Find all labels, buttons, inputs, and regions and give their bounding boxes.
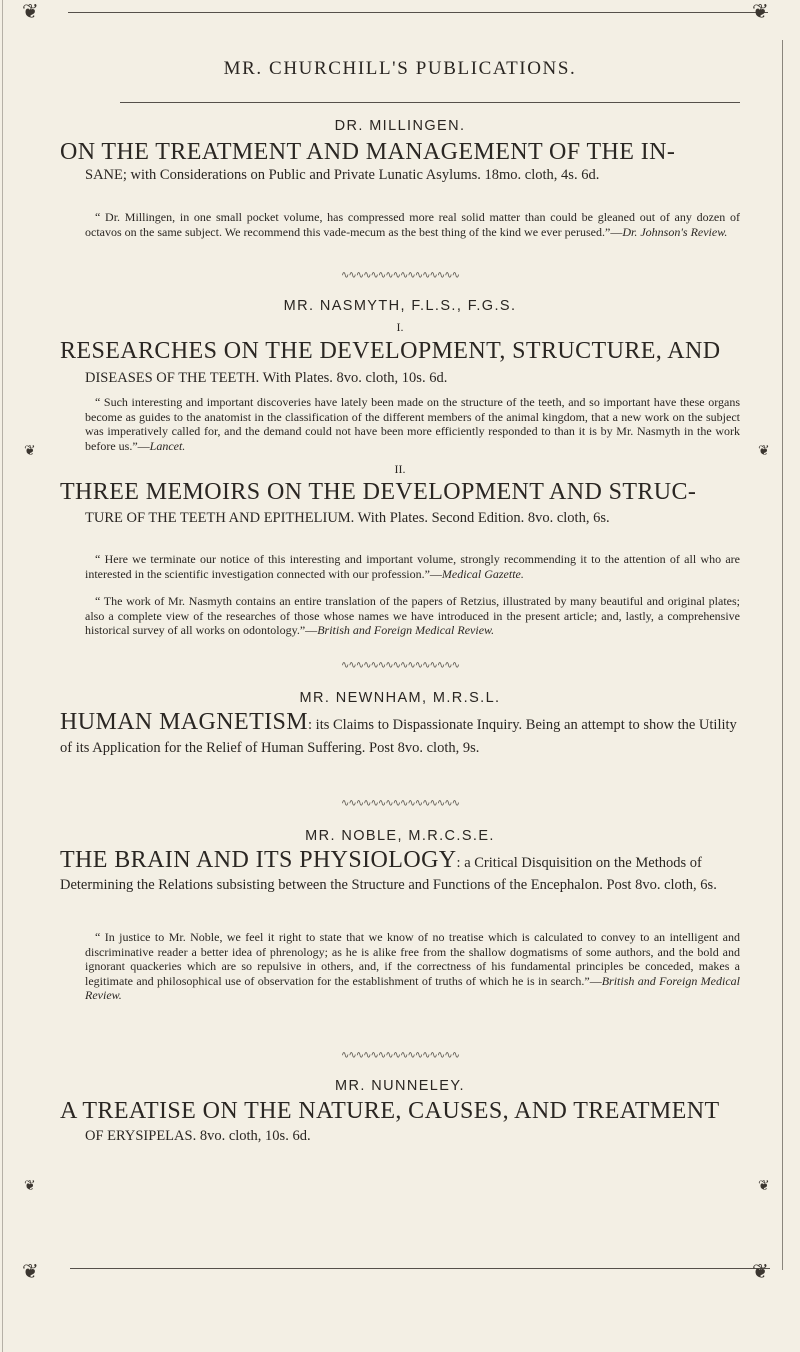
book-description: SANE; with Considerations on Public and Private Lunatic Asylums. 18mo. cloth, 4s. 6d.	[85, 167, 600, 183]
book-title: THREE MEMOIRS ON THE DEVELOPMENT AND STRUC-	[60, 479, 697, 505]
left-border-line	[2, 0, 4, 1352]
header-rule	[120, 102, 740, 103]
review-quote: “ The work of Mr. Nasmyth contains an entire translation of the papers of Retzius, illustrated by many beautiful and original plates; also a complete view of the researches of those whose names we have introduced in the present article; and, lastly, a comprehensive historical survey of all works on odontology.”—British and Foreign Medical Review.	[85, 594, 740, 637]
book-entry	[60, 849, 740, 896]
book-description: DISEASES OF THE TEETH. With Plates. 8vo. cloth, 10s. 6d.	[85, 370, 448, 386]
book-title: A TREATISE ON THE NATURE, CAUSES, AND TREATMENT	[60, 1098, 720, 1124]
review-quote: “ Such interesting and important discoveries have lately been made on the structure of the teeth, and so important have these organs become as guides to the anatomist in the classification of the different members of the animal kingdom, that a new work on the subject was imperatively called for, and the demand could not have been more efficiently responded to than it is by Mr. Nasmyth in the work before us.”—Lancet.	[85, 395, 740, 453]
bottom-border-line	[70, 1268, 770, 1269]
side-ornament-icon: ❦	[758, 444, 770, 459]
book-title: ON THE TREATMENT AND MANAGEMENT OF THE IN-	[60, 139, 676, 165]
side-ornament-icon: ❦	[758, 1179, 770, 1194]
right-border-line	[782, 40, 784, 1270]
review-quote: “ Dr. Millingen, in one small pocket volume, has compressed more real solid matter than could be gleaned out of any dozen of octavos on the same subject. We recommend this vade-mecum as the best thing of the kind we ever perused.”—Dr. Johnson's Review.	[85, 210, 740, 239]
author-name: MR. NOBLE, M.R.C.S.E.	[305, 828, 495, 844]
side-ornament-icon: ❦	[24, 444, 36, 459]
review-source: Lancet.	[149, 438, 186, 453]
author-name: MR. NEWNHAM, M.R.S.L.	[299, 690, 501, 706]
corner-ornament-icon: ❦	[22, 1, 39, 23]
section-divider: ∿∿∿∿∿∿∿∿∿∿∿∿∿∿∿∿	[340, 270, 460, 281]
corner-ornament-icon: ❦	[752, 1, 769, 23]
review-quote: “ Here we terminate our notice of this interesting and important volume, strongly recommending it to the attention of all who are interested in the scientific investigation connected with our profession.”—Medical Gazette.	[85, 552, 740, 581]
book-title: THE BRAIN AND ITS PHYSIOLOGY	[60, 847, 457, 873]
corner-ornament-icon: ❦	[22, 1261, 39, 1283]
author-name: MR. NUNNELEY.	[335, 1078, 465, 1094]
review-source: British and Foreign Medical Review.	[85, 973, 740, 1002]
review-quote: “ In justice to Mr. Noble, we feel it right to state that we know of no treatise which is calculated to convey to an intelligent and discriminative reader a better idea of phrenology; as he is alike free from the shallow dogmatisms of some authors, and the bold and ignorant quackeries which are so repulsive in others, and, if the correctness of his fundamental principles be conceded, makes a legitimate and philosophical use of observation for the establishment of truths of which he is in search.”—British and Foreign Medical Review.	[85, 930, 740, 1002]
author-name: DR. MILLINGEN.	[334, 118, 466, 134]
running-head: MR. CHURCHILL'S PUBLICATIONS.	[223, 58, 577, 79]
review-source: Dr. Johnson's Review.	[622, 224, 728, 239]
section-divider: ∿∿∿∿∿∿∿∿∿∿∿∿∿∿∿∿	[340, 1050, 460, 1061]
book-entry	[60, 711, 740, 760]
book-title: HUMAN MAGNETISM	[60, 709, 309, 735]
book-title: RESEARCHES ON THE DEVELOPMENT, STRUCTURE, AND	[60, 338, 721, 364]
book-description: TURE OF THE TEETH AND EPITHELIUM. With Plates. Second Edition. 8vo. cloth, 6s.	[85, 510, 610, 526]
book-description: OF ERYSIPELAS. 8vo. cloth, 10s. 6d.	[85, 1128, 311, 1144]
section-divider: ∿∿∿∿∿∿∿∿∿∿∿∿∿∿∿∿	[340, 798, 460, 809]
corner-ornament-icon: ❦	[752, 1261, 769, 1283]
review-source: Medical Gazette.	[441, 566, 524, 581]
top-border-line	[68, 12, 768, 13]
author-name: MR. NASMYTH, F.L.S., F.G.S.	[283, 298, 517, 314]
book-description: : a Critical Disquisition on the Methods of Determining the Relations subsisting between the Structure and Functions of the Encephalon. Post 8vo. cloth, 6s.	[60, 855, 717, 893]
review-source: British and Foreign Medical Review.	[317, 623, 495, 637]
book-description: : its Claims to Dispassionate Inquiry. Being an attempt to show the Utility of its Application for the Relief of Human Suffering. Post 8vo. cloth, 9s.	[60, 717, 737, 756]
section-divider: ∿∿∿∿∿∿∿∿∿∿∿∿∿∿∿∿	[340, 660, 460, 671]
volume-numeral: II.	[394, 462, 406, 476]
volume-numeral: I.	[396, 320, 404, 334]
side-ornament-icon: ❦	[24, 1179, 36, 1194]
